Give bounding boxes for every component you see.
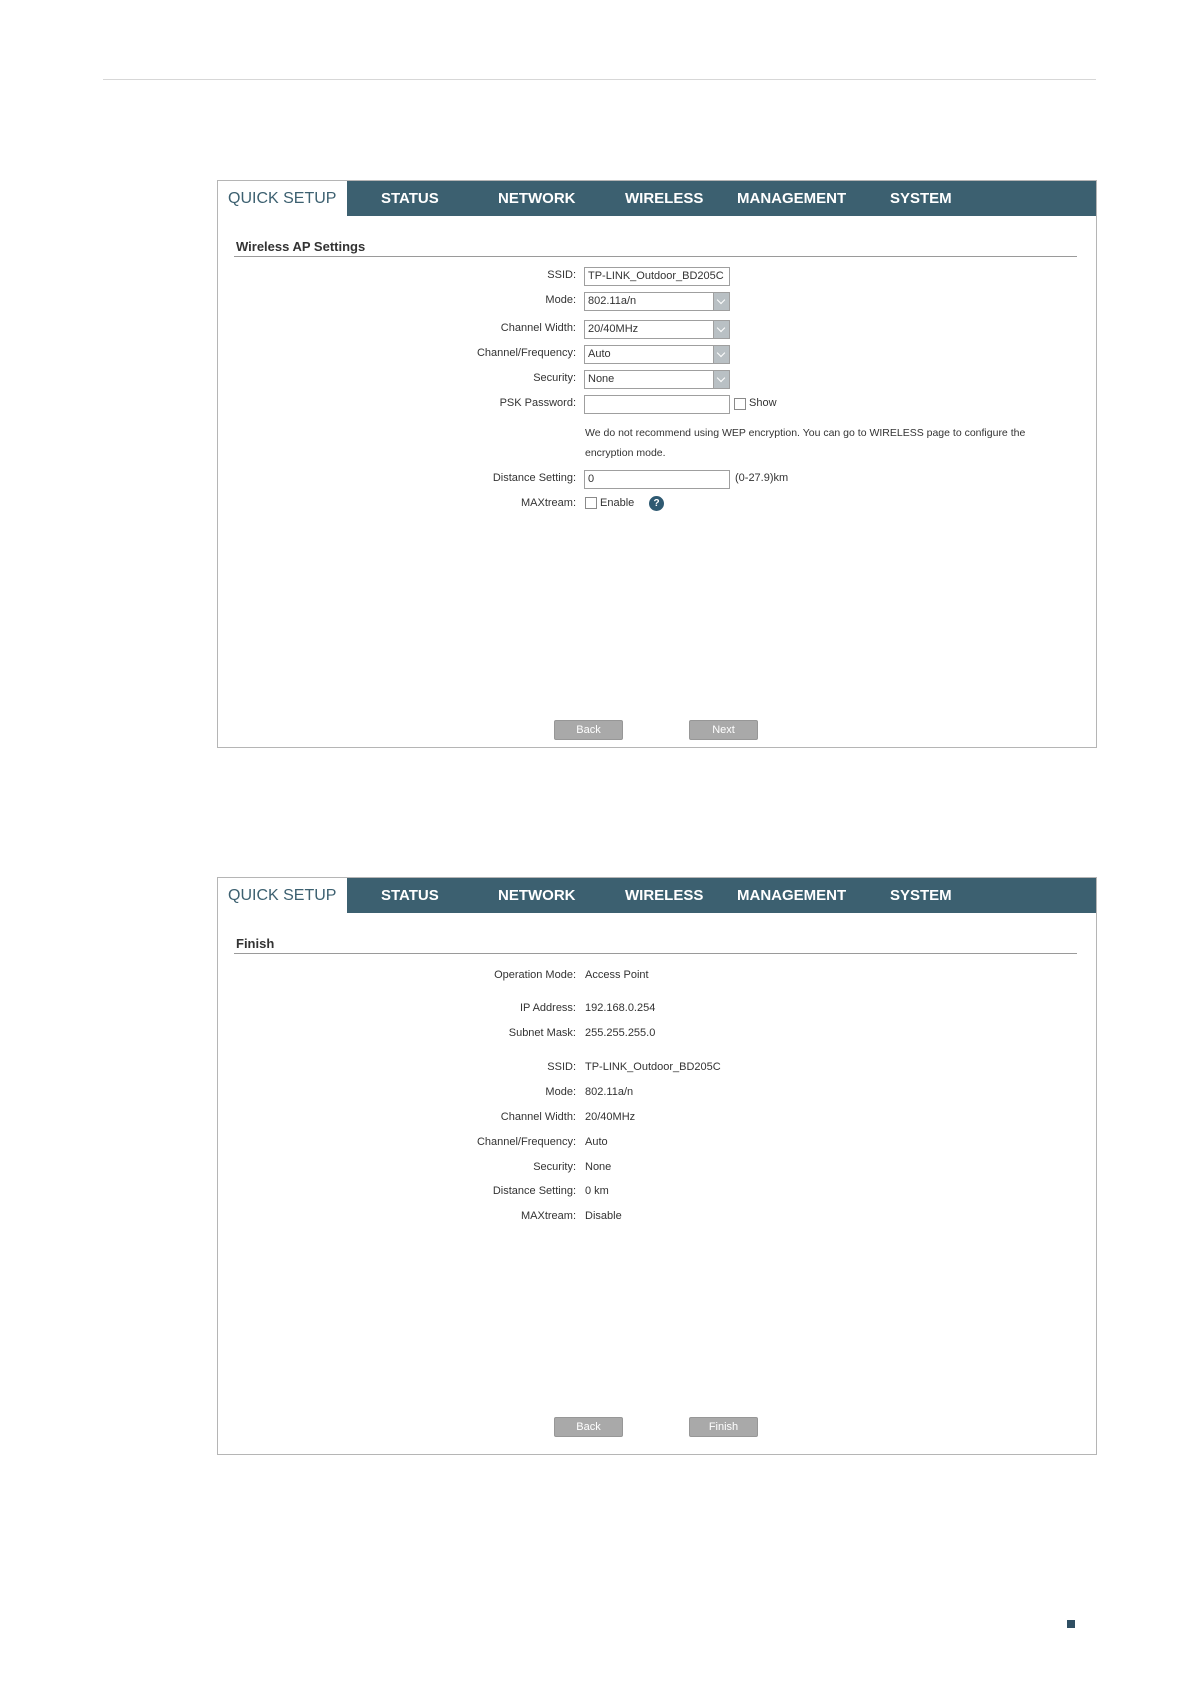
tab-quick-setup[interactable]: QUICK SETUP [218, 878, 347, 913]
ssid-input[interactable]: TP-LINK_Outdoor_BD205C [584, 267, 730, 286]
wep-warning-note: We do not recommend using WEP encryption. You can go to WIRELESS page to configure the encryption mode. [585, 427, 1026, 459]
top-nav-bar [218, 181, 1096, 216]
tab-network[interactable]: NETWORK [498, 190, 576, 207]
tab-management[interactable]: MANAGEMENT [737, 190, 847, 207]
maxtream-label: MAXtream: [520, 497, 576, 509]
tab-wireless[interactable]: WIRELESS [625, 887, 704, 904]
section-divider [234, 953, 1077, 954]
psk-password-input[interactable] [584, 395, 730, 414]
section-title: Wireless AP Settings [236, 239, 366, 254]
chevron-down-icon[interactable] [713, 292, 730, 311]
tab-status[interactable]: STATUS [381, 887, 439, 904]
tab-management[interactable]: MANAGEMENT [737, 887, 847, 904]
security-label: Security: [533, 372, 576, 384]
summary-value: Access Point [585, 969, 649, 981]
summary-label: Distance Setting: [492, 1185, 576, 1197]
summary-label: Operation Mode: [494, 969, 576, 981]
distance-setting-label: Distance Setting: [492, 472, 576, 484]
summary-label: Channel Width: [500, 1111, 576, 1123]
channel-frequency-select[interactable] [584, 345, 730, 364]
security-select[interactable] [584, 370, 730, 389]
maxtream-enable-label: Enable [600, 497, 635, 509]
distance-setting-input[interactable]: 0 [584, 470, 730, 489]
tab-quick-setup[interactable]: QUICK SETUP [218, 181, 347, 216]
summary-label: Subnet Mask: [508, 1027, 576, 1039]
finish-panel [217, 877, 1097, 1455]
top-nav-bar [218, 878, 1096, 913]
back-button[interactable]: Back [554, 720, 623, 740]
summary-value: Auto [585, 1136, 608, 1148]
summary-label: MAXtream: [520, 1210, 576, 1222]
channel-frequency-label: Channel/Frequency: [476, 347, 576, 359]
next-button[interactable]: Next [689, 720, 758, 740]
tab-status[interactable]: STATUS [381, 190, 439, 207]
page-footer-marker [1067, 1620, 1075, 1628]
show-password-label: Show [749, 397, 777, 409]
maxtream-enable-checkbox[interactable] [585, 497, 597, 509]
show-password-checkbox[interactable] [734, 398, 746, 410]
mode-select[interactable] [584, 292, 730, 311]
channel-width-select[interactable] [584, 320, 730, 339]
wireless-ap-settings-panel [217, 180, 1097, 748]
chevron-down-icon[interactable] [713, 370, 730, 389]
mode-select-value: 802.11a/n [588, 295, 637, 307]
page-top-rule [103, 79, 1096, 80]
summary-label: SSID: [547, 1061, 576, 1073]
channel-width-value: 20/40MHz [588, 323, 639, 335]
channel-width-label: Channel Width: [500, 322, 576, 334]
section-title: Finish [236, 936, 275, 951]
tab-wireless[interactable]: WIRELESS [625, 190, 704, 207]
channel-frequency-value: Auto [588, 348, 611, 360]
tab-network[interactable]: NETWORK [498, 887, 576, 904]
question-icon[interactable]: ? [649, 496, 664, 511]
summary-value: Disable [585, 1210, 622, 1222]
chevron-down-icon[interactable] [713, 345, 730, 364]
chevron-down-icon[interactable] [713, 320, 730, 339]
tab-system[interactable]: SYSTEM [890, 190, 952, 207]
summary-label: Mode: [545, 1086, 576, 1098]
ssid-label: SSID: [547, 269, 576, 281]
summary-label: IP Address: [519, 1002, 576, 1014]
back-button[interactable]: Back [554, 1417, 623, 1437]
distance-range-hint: (0-27.9)km [735, 472, 789, 484]
summary-label: Channel/Frequency: [476, 1136, 576, 1148]
finish-button[interactable]: Finish [689, 1417, 758, 1437]
summary-label: Security: [533, 1161, 576, 1173]
tab-system[interactable]: SYSTEM [890, 887, 952, 904]
summary-value: 20/40MHz [585, 1111, 636, 1123]
summary-value: 802.11a/n [585, 1086, 634, 1098]
summary-value: 192.168.0.254 [585, 1002, 656, 1014]
section-divider [234, 256, 1077, 257]
summary-value: 255.255.255.0 [585, 1027, 656, 1039]
psk-password-label: PSK Password: [499, 397, 576, 409]
summary-value: None [585, 1161, 612, 1173]
security-value: None [588, 373, 615, 385]
summary-value: 0 km [585, 1185, 609, 1197]
summary-value: TP-LINK_Outdoor_BD205C [585, 1061, 721, 1073]
mode-label: Mode: [545, 294, 576, 306]
